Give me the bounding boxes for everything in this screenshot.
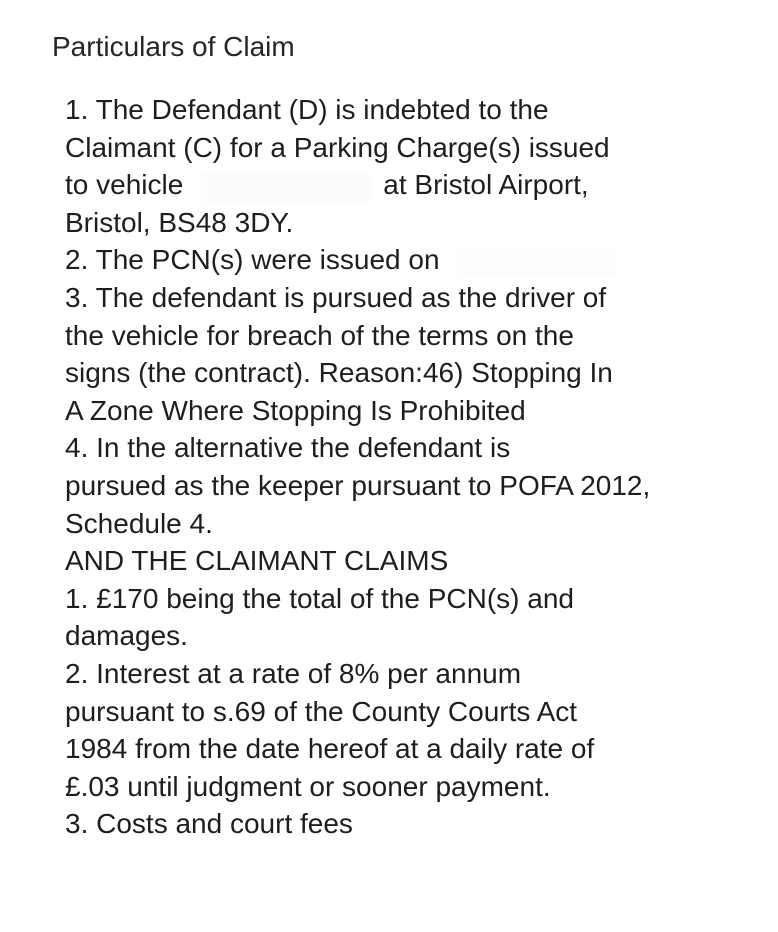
redacted-issue-date bbox=[458, 247, 618, 277]
claim-text: 2. The PCN(s) were issued on bbox=[65, 244, 440, 276]
redacted-vehicle-registration bbox=[201, 172, 371, 202]
particulars-body bbox=[65, 91, 755, 843]
claim-text: at Bristol Airport, bbox=[383, 169, 589, 201]
claim-line: pursued as the keeper pursuant to POFA 2012, bbox=[65, 469, 651, 501]
claim-line: £.03 until judgment or sooner payment. bbox=[65, 770, 551, 802]
document-heading: Particulars of Claim bbox=[52, 31, 295, 62]
claim-line-vehicle bbox=[65, 166, 755, 204]
claim-line: pursuant to s.69 of the County Courts Act bbox=[65, 695, 578, 727]
claim-line: 1. The Defendant (D) is indebted to the bbox=[65, 94, 549, 125]
claim-line: 1. £170 being the total of the PCN(s) and bbox=[65, 582, 574, 614]
claim-line: signs (the contract). Reason:46) Stopping In bbox=[65, 357, 613, 389]
claim-line: A Zone Where Stopping Is Prohibited bbox=[65, 394, 526, 426]
claim-line: 3. The defendant is pursued as the driver of bbox=[65, 281, 607, 313]
claim-line: Claimant (C) for a Parking Charge(s) issued bbox=[65, 131, 610, 163]
claim-line: 4. In the alternative the defendant is bbox=[65, 432, 511, 464]
claim-line: Schedule 4. bbox=[65, 507, 213, 539]
claim-line: 3. Costs and court fees bbox=[65, 808, 353, 840]
claim-line-pcn-date bbox=[65, 241, 755, 279]
claims-heading: AND THE CLAIMANT CLAIMS bbox=[65, 545, 449, 577]
claim-line: damages. bbox=[65, 620, 188, 652]
claim-line: 2. Interest at a rate of 8% per annum bbox=[65, 657, 522, 689]
claim-line: the vehicle for breach of the terms on the bbox=[65, 319, 574, 351]
claim-line: Bristol, BS48 3DY. bbox=[65, 206, 294, 238]
claim-text: to vehicle bbox=[65, 169, 184, 201]
claim-line: 1984 from the date hereof at a daily rate of bbox=[65, 733, 595, 765]
